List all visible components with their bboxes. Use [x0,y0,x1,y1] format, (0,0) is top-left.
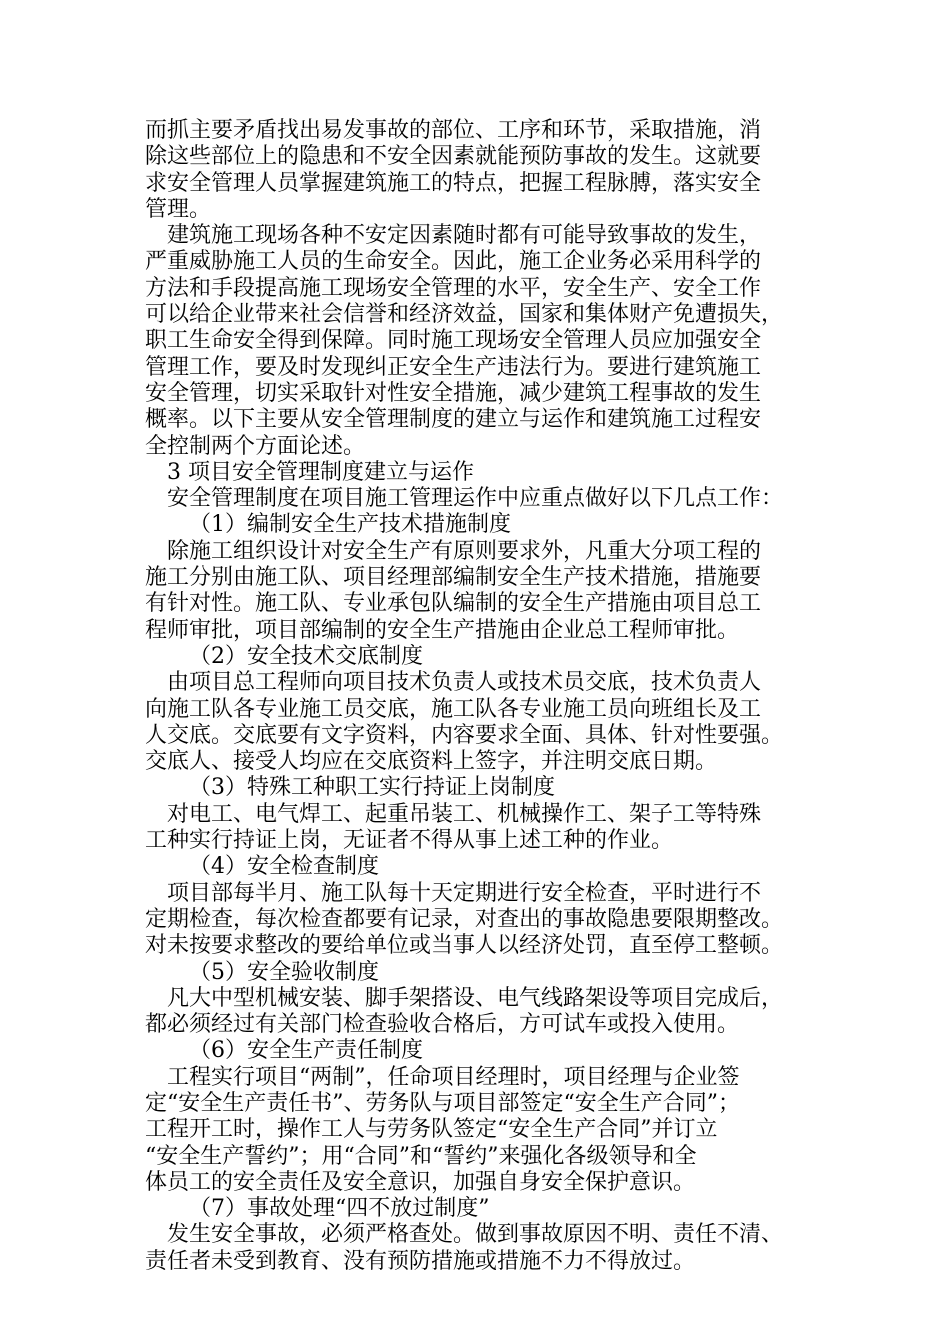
text-line: 全控制两个方面论述。 [145,433,366,459]
text-line: 交底人、接受人均应在交底资料上签字，并注明交底日期。 [145,749,718,775]
text-line: 概率。以下主要从安全管理制度的建立与运作和建筑施工过程安 [145,407,762,433]
text-line: 人交底。交底要有文字资料，内容要求全面、具体、针对性要强。 [145,722,784,748]
text-line: 定期检查，每次检查都要有记录，对查出的事故隐患要限期整改。 [145,906,784,932]
text-line: 工程实行项目“两制”，任命项目经理时，项目经理与企业签 [167,1064,740,1090]
text-line: 责任者未受到教育、没有预防措施或措施不力不得放过。 [145,1248,696,1274]
text-line: 安全管理，切实采取针对性安全措施，减少建筑工程事故的发生 [145,380,762,406]
text-line: 建筑施工现场各种不安定因素随时都有可能导致事故的发生， [167,223,762,249]
text-line: 工种实行持证上岗，无证者不得从事上述工种的作业。 [145,828,674,854]
text-line: 对未按要求整改的要给单位或当事人以经济处罚，直至停工整顿。 [145,933,784,959]
text-line: 有针对性。施工队、专业承包队编制的安全生产措施由项目总工 [145,591,762,617]
text-line: 发生安全事故，必须严格查处。做到事故原因不明、责任不清、 [167,1222,784,1248]
text-line: 方法和手段提高施工现场安全管理的水平，安全生产、安全工作 [145,275,762,301]
text-line: 体员工的安全责任及安全意识，加强自身安全保护意识。 [145,1169,696,1195]
text-line: 管理工作，要及时发现纠正安全生产违法行为。要进行建筑施工 [145,354,762,380]
document-body [145,118,785,1275]
section-heading-line: （3）特殊工种职工实行持证上岗制度 [189,775,555,801]
section-heading-line: （6）安全生产责任制度 [189,1038,423,1064]
text-line: 对电工、电气焊工、起重吊装工、机械操作工、架子工等特殊 [167,801,762,827]
text-line: 程师审批，项目部编制的安全生产措施由企业总工程师审批。 [145,617,740,643]
text-line: 求安全管理人员掌握建筑施工的特点，把握工程脉膊，落实安全 [145,170,762,196]
section-heading-line: （7）事故处理“四不放过制度” [189,1196,490,1222]
text-line: 可以给企业带来社会信誉和经济效益，国家和集体财产免遭损失， [145,302,784,328]
section-heading-line: （2）安全技术交底制度 [189,643,423,669]
text-line: 安全管理制度在项目施工管理运作中应重点做好以下几点工作： [167,486,784,512]
text-line: 施工分别由施工队、项目经理部编制安全生产技术措施，措施要 [145,565,762,591]
section-heading-line: （1）编制安全生产技术措施制度 [189,512,511,538]
text-line: 职工生命安全得到保障。同时施工现场安全管理人员应加强安全 [145,328,762,354]
text-line: 由项目总工程师向项目技术负责人或技术员交底，技术负责人 [167,670,762,696]
text-line: 而抓主要矛盾找出易发事故的部位、工序和环节，采取措施，消 [145,118,762,143]
section-heading-line: （5）安全验收制度 [189,959,379,985]
text-line: 都必须经过有关部门检查验收合格后，方可试车或投入使用。 [145,1012,740,1038]
text-line: 定“安全生产责任书”、劳务队与项目部签定“安全生产合同”； [145,1090,740,1116]
text-line: 除施工组织设计对安全生产有原则要求外，凡重大分项工程的 [167,538,762,564]
text-line: 凡大中型机械安装、脚手架搭设、电气线路架设等项目完成后， [167,985,784,1011]
text-line: 工程开工时，操作工人与劳务队签定“安全生产合同”并订立 [145,1117,718,1143]
text-line: 项目部每半月、施工队每十天定期进行安全检查，平时进行不 [167,880,762,906]
text-line: 向施工队各专业施工员交底，施工队各专业施工员向班组长及工 [145,696,762,722]
section-heading-line: （4）安全检查制度 [189,854,379,880]
text-line: 3 项目安全管理制度建立与运作 [167,459,474,485]
text-line: 除这些部位上的隐患和不安全因素就能预防事故的发生。这就要 [145,144,762,170]
text-line: “安全生产誓约”；用“合同”和“誓约”来强化各级领导和全 [145,1143,697,1169]
text-line: 管理。 [145,196,212,222]
text-line: 严重威胁施工人员的生命安全。因此，施工企业务必采用科学的 [145,249,762,275]
